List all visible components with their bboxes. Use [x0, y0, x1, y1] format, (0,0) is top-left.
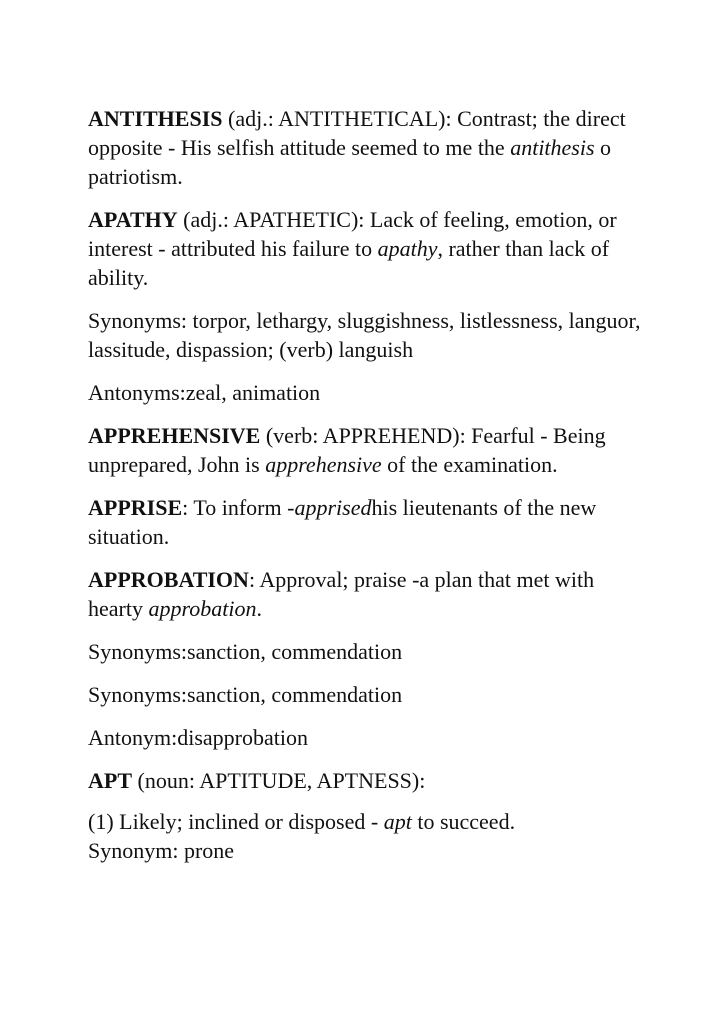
- synonyms-line: Synonyms: torpor, lethargy, sluggishness, listlessness, languor, lassitude, dispassion; (verb) languish: [88, 308, 641, 362]
- definition-text: : To inform -: [182, 495, 295, 520]
- example-italic: apt: [383, 809, 412, 834]
- entry-apt: [88, 766, 648, 795]
- definition-text: (noun: APTITUDE, APTNESS):: [132, 768, 426, 793]
- synonyms-line: Synonyms:sanction, commendation: [88, 682, 403, 707]
- definition-text: (adj.: APATHETIC): Lack of feeling, emotion, or interest - attributed his failure to: [88, 207, 617, 261]
- example-italic: apathy: [377, 236, 438, 261]
- definition-text: (1) Likely; inclined or disposed -: [88, 809, 384, 834]
- headword: APT: [88, 768, 132, 793]
- definition-text: : Approval; praise -a plan that met with hearty: [88, 567, 595, 621]
- synonym-line: Synonym: prone: [88, 838, 235, 863]
- sense-1: [88, 807, 648, 865]
- synonyms-line: Synonyms:sanction, commendation: [88, 639, 403, 664]
- example-italic: approbation: [148, 596, 257, 621]
- document-page: [88, 104, 648, 879]
- entry-apathy: [88, 205, 648, 292]
- definition-text: to succeed.: [411, 809, 516, 834]
- entry-apprehensive: [88, 421, 648, 479]
- example-italic: antithesis: [510, 135, 595, 160]
- definition-text: .: [256, 596, 262, 621]
- definition-text: , rather than lack of ability.: [88, 236, 610, 290]
- definition-text: (verb: APPREHEND): Fearful - Being unprepared, John is: [88, 423, 606, 477]
- definition-text: (adj.: ANTITHETICAL): Contrast; the direct opposite - His selfish attitude seemed to me the: [88, 106, 626, 160]
- antonym-line: Antonym:disapprobation: [88, 725, 308, 750]
- definition-text: o patriotism.: [88, 135, 612, 189]
- example-italic: apprised: [294, 495, 372, 520]
- headword: APPROBATION: [88, 567, 249, 592]
- headword: ANTITHESIS: [88, 106, 223, 131]
- headword: APATHY: [88, 207, 178, 232]
- definition-text: of the examination.: [381, 452, 558, 477]
- example-italic: apprehensive: [265, 452, 382, 477]
- entry-antithesis: [88, 104, 648, 191]
- headword: APPRISE: [88, 495, 183, 520]
- headword: APPREHENSIVE: [88, 423, 261, 448]
- definition-text: his lieutenants of the new situation.: [88, 495, 597, 549]
- antonyms-line: Antonyms:zeal, animation: [88, 380, 321, 405]
- entry-apprise: [88, 493, 648, 551]
- entry-approbation: [88, 565, 648, 623]
